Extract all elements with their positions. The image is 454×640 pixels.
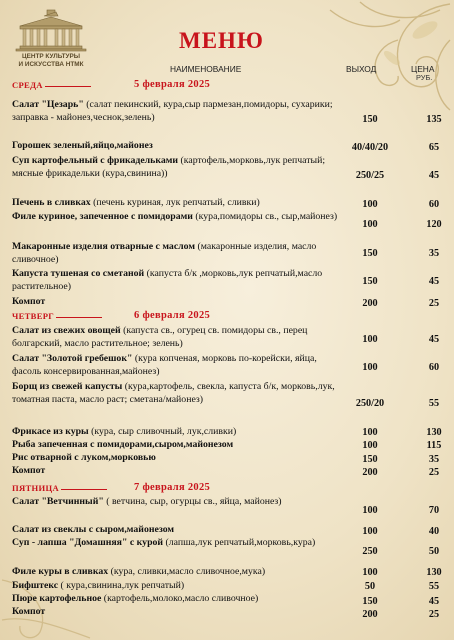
menu-item-price: 25	[428, 298, 440, 309]
menu-item	[12, 155, 340, 180]
menu-item-yield: 250/25	[355, 170, 385, 181]
menu-item-yield: 150	[362, 248, 378, 259]
menu-item-yield: 50	[364, 581, 376, 592]
menu-item	[12, 426, 340, 439]
menu-item	[12, 353, 340, 378]
menu-item-yield: 100	[362, 567, 378, 578]
menu-item-yield: 100	[362, 440, 378, 451]
menu-item	[12, 566, 340, 579]
menu-item-name: Суп - лапша "Домашняя" с курой	[12, 537, 164, 548]
menu-item-price: 45	[428, 170, 440, 181]
menu-item-price: 55	[428, 398, 440, 409]
menu-item-description: (макаронные изделия, масло сливочное)	[12, 241, 317, 265]
org-name-line2: И ИСКУССТВА НТМК	[18, 61, 84, 68]
menu-item-name: Бифштекс	[12, 580, 59, 591]
menu-item	[12, 465, 340, 478]
menu-item	[12, 140, 340, 153]
menu-item	[12, 296, 340, 309]
menu-item-price: 70	[428, 505, 440, 516]
menu-item-description: (кура,картофель, свекла, капуста б/к, морковь,лук, томатная паста, масло раст; сметана/майонез)	[12, 381, 335, 405]
menu-item-description: (капуста б/к ,морковь,лук репчатый,масло растительное)	[12, 268, 323, 292]
day-header	[12, 482, 211, 493]
menu-item	[12, 197, 340, 210]
menu-item-description: (печень куриная, лук репчатый, сливки)	[90, 197, 260, 208]
menu-item	[12, 211, 340, 224]
menu-item-description: ( кура,свинина,лук репчатый)	[58, 580, 185, 591]
menu-item-description: (кура, сыр сливочный, лук,сливки)	[88, 426, 237, 437]
menu-item-price: 45	[428, 276, 440, 287]
day-header	[12, 79, 211, 90]
menu-item-price: 45	[428, 334, 440, 345]
day-date: 6 февраля 2025	[134, 310, 211, 321]
menu-item-price: 60	[428, 199, 440, 210]
menu-item-price: 45	[428, 596, 440, 607]
menu-item-name: Филе куриное, запеченное с помидорами	[12, 211, 193, 222]
menu-item-price: 130	[426, 427, 442, 438]
menu-item-yield: 200	[362, 467, 378, 478]
menu-item-price: 135	[426, 114, 442, 125]
day-divider	[56, 317, 102, 318]
menu-item	[12, 99, 340, 124]
day-divider	[61, 489, 107, 490]
day-divider	[45, 86, 91, 87]
menu-item-yield: 100	[362, 219, 378, 230]
menu-item-name: Капуста тушеная со сметаной	[12, 268, 145, 279]
menu-item	[12, 496, 340, 509]
menu-item-name: Салат из свеклы с сыром,майонезом	[12, 524, 175, 535]
menu-item-yield: 100	[362, 334, 378, 345]
menu-item-name: Рыба запеченная с помидорами,сыром,майонезом	[12, 439, 234, 450]
menu-item-price: 35	[428, 248, 440, 259]
menu-item-name: Макаронные изделия отварные с маслом	[12, 241, 196, 252]
menu-item-description: (кура копченая, морковь по-корейски, яйца, фасоль консервированная,майонез)	[12, 353, 317, 377]
menu-item-name: Печень в сливках	[12, 197, 91, 208]
menu-item-yield: 250/20	[355, 398, 385, 409]
menu-item	[12, 580, 340, 593]
menu-item-description: ( ветчина, сыр, огурцы св., яйца, майонез)	[103, 496, 282, 507]
menu-item	[12, 524, 340, 537]
menu-item-price: 55	[428, 581, 440, 592]
menu-item-yield: 150	[362, 276, 378, 287]
menu-item-description: (кура, сливки,масло сливочное,мука)	[108, 566, 266, 577]
org-logo	[8, 8, 94, 68]
menu-item-name: Компот	[12, 296, 46, 307]
menu-item-yield: 100	[362, 427, 378, 438]
menu-item-price: 115	[426, 440, 442, 451]
menu-item-description: (кура,помидоры св., сыр,майонез)	[192, 211, 338, 222]
menu-item-description: (салат пекинский, кура,сыр пармезан,помидоры, сухарики; заправка - майонез,чеснок,зелень)	[12, 99, 333, 123]
day-date: 7 февраля 2025	[134, 482, 211, 493]
menu-item-yield: 100	[362, 362, 378, 373]
menu-item-name: Салат "Золотой гребешок"	[12, 353, 133, 364]
theatre-building-icon	[14, 8, 88, 52]
menu-item-yield: 200	[362, 609, 378, 620]
day-label: ЧЕТВЕРГ	[12, 311, 55, 321]
column-header-price-unit: РУБ.	[416, 73, 433, 82]
menu-item-yield: 150	[362, 596, 378, 607]
menu-item	[12, 268, 340, 293]
page-title: МЕНЮ	[179, 28, 264, 53]
menu-item-yield: 150	[362, 454, 378, 465]
column-header-price: ЦЕНА	[411, 64, 435, 74]
menu-item-name: Филе куры в сливках	[12, 566, 109, 577]
menu-item-price: 40	[428, 526, 440, 537]
menu-item-yield: 100	[362, 199, 378, 210]
day-label: СРЕДА	[12, 80, 43, 90]
menu-item-yield: 200	[362, 298, 378, 309]
menu-item	[12, 606, 340, 619]
menu-item-name: Борщ из свежей капусты	[12, 381, 123, 392]
menu-item-yield: 100	[362, 505, 378, 516]
menu-item-description: (картофель,морковь,лук репчатый; мясные фрикадельки (кура,свинина))	[12, 155, 326, 179]
menu-item-price: 25	[428, 467, 440, 478]
menu-item-price: 35	[428, 454, 440, 465]
menu-item-yield: 250	[362, 546, 378, 557]
menu-item	[12, 381, 340, 406]
day-header	[12, 310, 211, 321]
menu-item-name: Компот	[12, 606, 46, 617]
menu-item-name: Фрикасе из куры	[12, 426, 89, 437]
menu-item-name: Пюре картофельное	[12, 593, 102, 604]
menu-item-price: 130	[426, 567, 442, 578]
menu-item	[12, 593, 340, 606]
menu-item-name: Салат "Цезарь"	[12, 99, 84, 110]
column-header-name: НАИМЕНОВАНИЕ	[170, 64, 242, 74]
menu-item-name: Рис отварной с луком,морковью	[12, 452, 156, 463]
menu-item-price: 65	[428, 142, 440, 153]
menu-item-name: Салат из свежих овощей	[12, 325, 121, 336]
menu-item	[12, 537, 340, 550]
menu-item-price: 60	[428, 362, 440, 373]
menu-item	[12, 325, 340, 350]
menu-item-description: (капуста св., огурец св. помидоры св., перец болгарский, масло растительное; зелень)	[12, 325, 308, 349]
day-label: ПЯТНИЦА	[12, 483, 59, 493]
menu-item-yield: 100	[362, 526, 378, 537]
menu-item-price: 120	[426, 219, 442, 230]
menu-item-name: Компот	[12, 465, 46, 476]
column-header-yield: ВЫХОД	[346, 64, 377, 74]
menu-item-description: (картофель,молоко,масло сливочное)	[101, 593, 259, 604]
menu-item	[12, 452, 340, 465]
menu-item-yield: 150	[362, 114, 378, 125]
menu-item	[12, 241, 340, 266]
org-name-line1: ЦЕНТР КУЛЬТУРЫ	[21, 53, 81, 60]
menu-item-price: 50	[428, 546, 440, 557]
menu-item-description: (лапша,лук репчатый,морковь,кура)	[163, 537, 316, 548]
menu-item-name: Салат "Ветчинный"	[12, 496, 104, 507]
menu-item-yield: 40/40/20	[351, 142, 389, 153]
menu-item-name: Горошек зеленый,яйцо,майонез	[12, 140, 153, 151]
day-date: 5 февраля 2025	[134, 79, 211, 90]
menu-item	[12, 439, 340, 452]
menu-item-price: 25	[428, 609, 440, 620]
menu-item-name: Суп картофельный с фрикадельками	[12, 155, 179, 166]
